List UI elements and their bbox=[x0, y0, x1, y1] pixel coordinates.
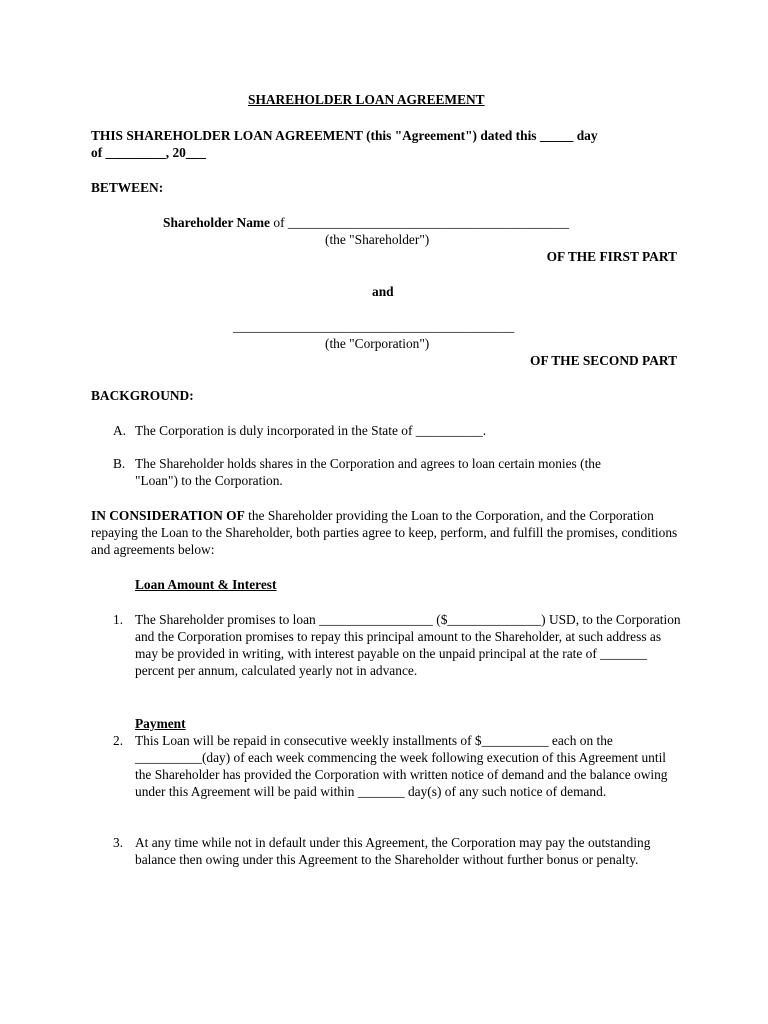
intro-line-2: of _________, 20___ bbox=[91, 145, 206, 160]
background-item-b-marker: B. bbox=[113, 456, 126, 471]
shareholder-name-line bbox=[163, 214, 569, 231]
loan-amount-heading: Loan Amount & Interest bbox=[135, 577, 277, 592]
clause-3-number: 3. bbox=[113, 835, 124, 850]
background-item-a-text: The Corporation is duly incorporated in the State of __________. bbox=[135, 423, 487, 438]
background-item-b-text-2: "Loan") to the Corporation. bbox=[135, 473, 283, 488]
shareholder-name-label: Shareholder Name bbox=[163, 215, 271, 230]
clause-3-text: At any time while not in default under this Agreement, the Corporation may pay the outstanding balance then owing under this Agreement to the Shareholder without further bonus or penalty. bbox=[135, 835, 651, 867]
clause-1-number: 1. bbox=[113, 612, 124, 627]
intro-line-1: THIS SHAREHOLDER LOAN AGREEMENT (this "Agreement") dated this _____ day bbox=[91, 128, 598, 143]
clause-1-text: The Shareholder promises to loan _________________ ($______________) USD, to the Corporation and the Corporation promises to repay this principal amount to the Shareholder, at such address as may be provided in writing, with interest payable on the unpaid principal at the rate of _______ percent per annum, calculated yearly not in advance. bbox=[135, 612, 681, 678]
and-label: and bbox=[372, 284, 394, 299]
consideration-paragraph bbox=[91, 507, 681, 558]
shareholder-name-blank: of __________________________________________ bbox=[273, 215, 570, 230]
second-part-label: OF THE SECOND PART bbox=[530, 353, 677, 368]
shareholder-caption: (the "Shareholder") bbox=[325, 232, 430, 247]
corporation-name-blank: __________________________________________ bbox=[233, 319, 515, 334]
background-item-a-marker: A. bbox=[113, 423, 127, 438]
background-heading: BACKGROUND: bbox=[91, 388, 194, 403]
document-title: SHAREHOLDER LOAN AGREEMENT bbox=[248, 92, 485, 107]
payment-heading: Payment bbox=[135, 716, 186, 731]
between-label: BETWEEN: bbox=[91, 180, 164, 195]
consideration-label: IN CONSIDERATION OF bbox=[91, 508, 245, 523]
clause-2-text: This Loan will be repaid in consecutive weekly installments of $__________ each on the __________(day) of each week commencing the week following execution of this Agreement until the Shareholder has provided the Corporation with written notice of demand and the balance owing under this Agreement will be paid within _______ day(s) of any such notice of demand. bbox=[135, 733, 668, 799]
background-item-b-text: The Shareholder holds shares in the Corporation and agrees to loan certain monies (the bbox=[135, 456, 601, 471]
corporation-caption: (the "Corporation") bbox=[325, 336, 430, 351]
consideration-text: the Shareholder providing the Loan to the Corporation, and the Corporation repaying the Loan to the Shareholder, both parties agree to keep, perform, and fulfill the promises, conditions and agreements below: bbox=[91, 508, 678, 557]
clause-2-number: 2. bbox=[113, 733, 124, 748]
first-part-label: OF THE FIRST PART bbox=[546, 249, 677, 264]
